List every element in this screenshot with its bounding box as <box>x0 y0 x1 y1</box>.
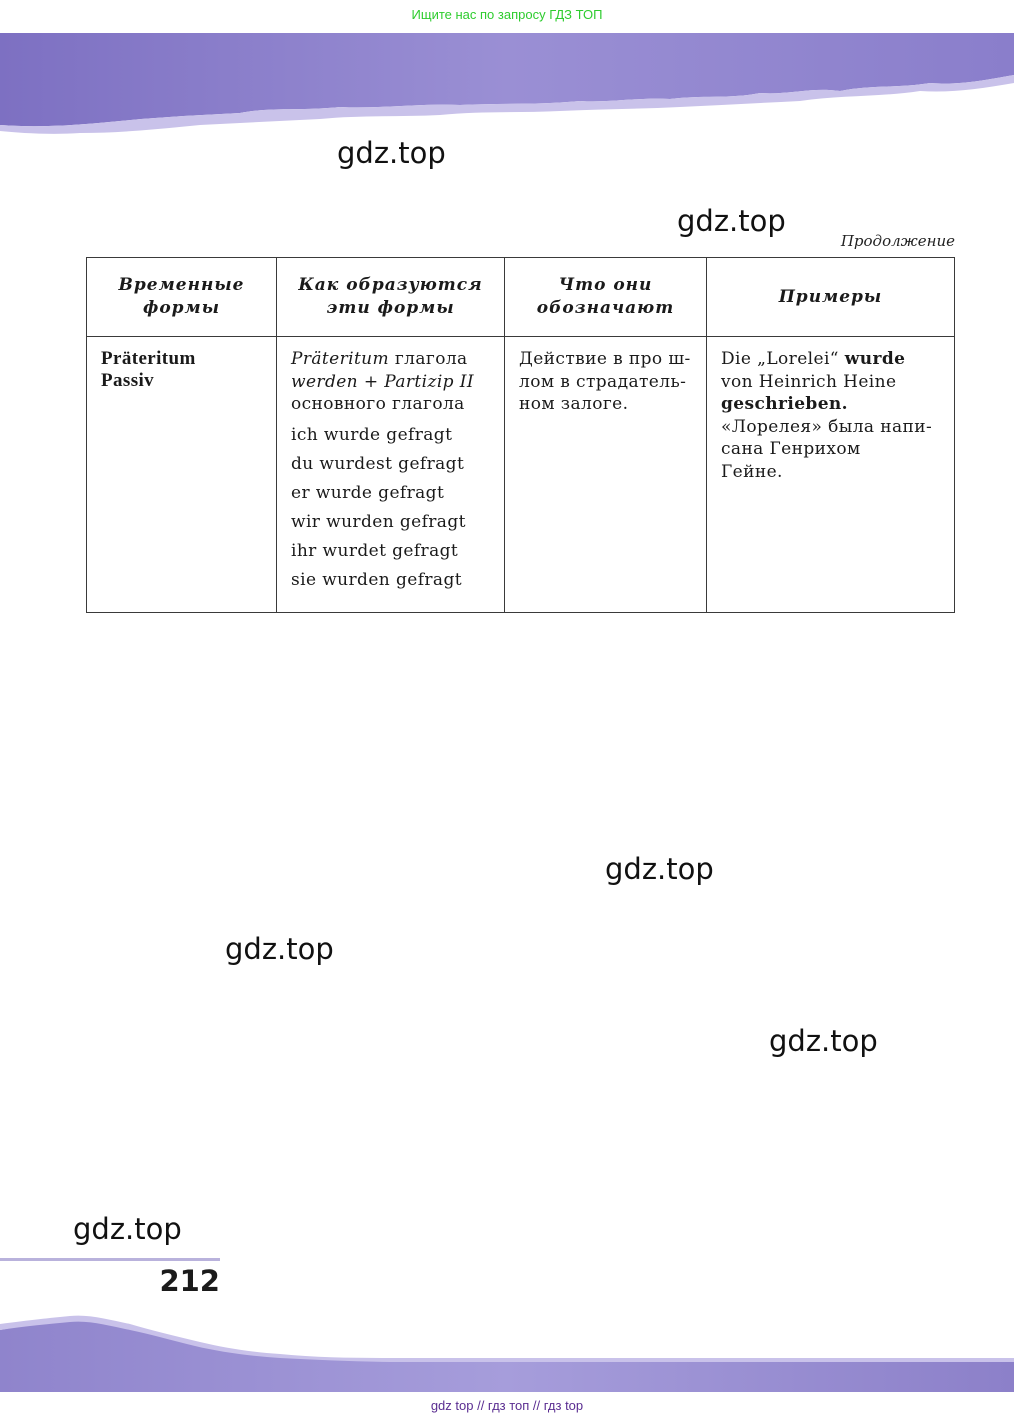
conjugation-item: du wurdest gefragt <box>291 453 465 474</box>
watermark: gdz.top <box>73 1212 182 1246</box>
conjugation-item: wir wurden gefragt <box>291 511 466 532</box>
example-line: geschrieben. <box>721 394 848 414</box>
example-line: Гейне. <box>721 461 783 482</box>
example-text: Die „Lorelei“ <box>721 349 845 369</box>
formation-text: глагола <box>389 349 468 369</box>
conjugation-item: sie wurden gefragt <box>291 569 462 590</box>
example-line: von Heinrich Heine <box>721 371 897 392</box>
cell-meaning <box>505 337 707 613</box>
header-text: Как образуются <box>298 275 483 295</box>
header-text: обозначают <box>536 298 675 318</box>
watermark: gdz.top <box>677 204 786 238</box>
bottom-decorative-band <box>0 1300 1014 1392</box>
tense-voice: Passiv <box>101 370 155 391</box>
table-header-row <box>87 258 955 337</box>
conjugation-list <box>291 421 492 595</box>
watermark: gdz.top <box>769 1024 878 1058</box>
header-text: Временные <box>118 275 245 295</box>
header-text: Примеры <box>778 286 883 307</box>
top-notice: Ищите нас по запросу ГДЗ ТОП <box>411 7 603 22</box>
example-bold: wurde <box>844 349 906 369</box>
formation-term: Präteritum <box>291 349 390 369</box>
example-line: сана Генрихом <box>721 439 861 459</box>
table-row <box>87 337 955 613</box>
watermark: gdz.top <box>605 852 714 886</box>
continuation-label: Продолжение <box>840 232 955 250</box>
cell-formation <box>277 337 505 613</box>
watermark: gdz.top <box>337 136 446 170</box>
header-meaning <box>505 258 707 337</box>
meaning-line: лом в страдатель- <box>519 371 687 392</box>
header-text: эти формы <box>326 298 455 318</box>
header-formation <box>277 258 505 337</box>
formation-line: werden + Partizip II <box>291 371 474 392</box>
example-line: «Лорелея» была напи- <box>721 416 933 437</box>
formation-line: основного глагола <box>291 394 465 414</box>
header-text: Что они <box>558 275 653 295</box>
grammar-table <box>86 257 955 613</box>
page-number-rule <box>0 1258 220 1261</box>
footer-links[interactable]: gdz top // гдз топ // гдз top <box>430 1398 584 1413</box>
conjugation-item: er wurde gefragt <box>291 482 445 503</box>
formation-line <box>291 348 492 371</box>
example-line <box>721 348 942 371</box>
cell-tense <box>87 337 277 613</box>
header-tense-forms <box>87 258 277 337</box>
watermark: gdz.top <box>225 932 334 966</box>
conjugation-item: ihr wurdet gefragt <box>291 540 459 561</box>
header-examples <box>707 258 955 337</box>
tense-name: Präteritum <box>101 348 196 369</box>
top-decorative-band <box>0 33 1014 143</box>
meaning-line: ном залоге. <box>519 394 629 414</box>
conjugation-item: ich wurde gefragt <box>291 424 453 445</box>
cell-examples <box>707 337 955 613</box>
page-number: 212 <box>159 1264 220 1298</box>
meaning-line: Действие в про ш- <box>519 349 691 369</box>
header-text: формы <box>142 298 221 318</box>
